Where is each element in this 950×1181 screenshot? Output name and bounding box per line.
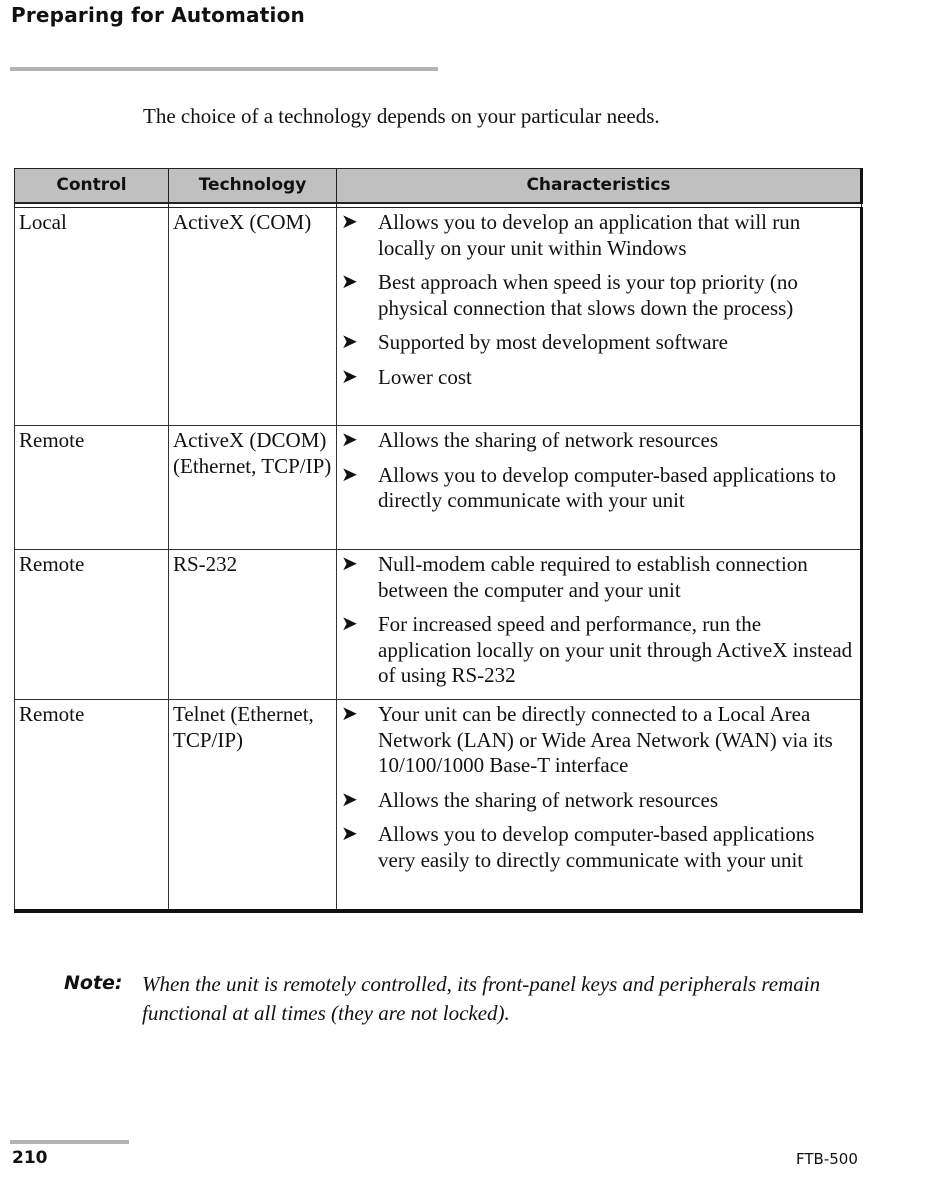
- control-cell: Local: [15, 208, 169, 426]
- characteristics-cell: [337, 426, 862, 550]
- table-row: [15, 700, 862, 911]
- column-header-characteristics: Characteristics: [337, 169, 862, 204]
- characteristic-item: ➤ Best approach when speed is your top priority (no physical connection that slows down the process): [341, 270, 798, 320]
- footer-rule: [10, 1140, 129, 1144]
- control-cell: Remote: [15, 700, 169, 911]
- characteristic-item: ➤ Supported by most development software: [341, 330, 728, 354]
- control-cell: Remote: [15, 550, 169, 700]
- table-row: [15, 550, 862, 700]
- arrow-bullet-icon: ➤: [341, 463, 358, 486]
- arrow-bullet-icon: ➤: [341, 788, 358, 811]
- characteristics-cell: [337, 208, 862, 426]
- title-rule: [10, 67, 438, 71]
- note-label: Note:: [64, 972, 123, 994]
- column-header-technology: Technology: [169, 169, 337, 204]
- technology-cell: RS-232: [169, 550, 337, 700]
- arrow-bullet-icon: ➤: [341, 429, 358, 451]
- characteristic-item: ➤ Allows you to develop an application that will run locally on your unit within Windows: [341, 210, 801, 260]
- characteristic-item: ➤ Null-modem cable required to establish connection between the computer and your unit: [341, 552, 808, 602]
- arrow-bullet-icon: ➤: [341, 703, 358, 725]
- characteristic-item: ➤ Allows the sharing of network resources: [341, 787, 718, 812]
- note-text: When the unit is remotely controlled, its front-panel keys and peripherals remain functional at all times (they are not locked).: [142, 972, 821, 1025]
- arrow-bullet-icon: ➤: [341, 365, 358, 388]
- table-row: [15, 426, 862, 550]
- arrow-bullet-icon: ➤: [341, 553, 358, 575]
- arrow-bullet-icon: ➤: [341, 331, 358, 353]
- control-cell: Remote: [15, 426, 169, 550]
- page-title: Preparing for Automation: [11, 3, 305, 27]
- technology-cell: ActiveX (DCOM) (Ethernet, TCP/IP): [169, 426, 337, 550]
- technology-cell: ActiveX (COM): [169, 208, 337, 426]
- arrow-bullet-icon: ➤: [341, 613, 358, 635]
- characteristic-item: ➤ Allows you to develop computer-based applications to directly communicate with your unit: [341, 462, 836, 512]
- characteristic-item: ➤ Lower cost: [341, 364, 472, 389]
- characteristic-item: ➤ For increased speed and performance, run the application locally on your unit through ActiveX instead of using RS-232: [341, 612, 853, 687]
- page-number: 210: [12, 1148, 48, 1168]
- characteristics-cell: [337, 700, 862, 911]
- technology-table: [14, 168, 863, 913]
- technology-table-container: [14, 168, 861, 913]
- document-id: FTB-500: [796, 1150, 858, 1168]
- technology-cell: Telnet (Ethernet, TCP/IP): [169, 700, 337, 911]
- table-header-row: [15, 169, 862, 204]
- arrow-bullet-icon: ➤: [341, 823, 358, 845]
- characteristic-item: ➤ Allows the sharing of network resources: [341, 428, 718, 452]
- characteristic-item: ➤ Your unit can be directly connected to a Local Area Network (LAN) or Wide Area Network (WAN) via its 10/100/1000 Base-T interface: [341, 702, 833, 777]
- characteristics-cell: [337, 550, 862, 700]
- arrow-bullet-icon: ➤: [341, 211, 358, 233]
- characteristic-item: ➤ Allows you to develop computer-based applications very easily to directly communicate with your unit: [341, 822, 815, 872]
- column-header-control: Control: [15, 169, 169, 204]
- intro-text: The choice of a technology depends on your particular needs.: [143, 104, 660, 128]
- arrow-bullet-icon: ➤: [341, 271, 358, 293]
- table-row: [15, 208, 862, 426]
